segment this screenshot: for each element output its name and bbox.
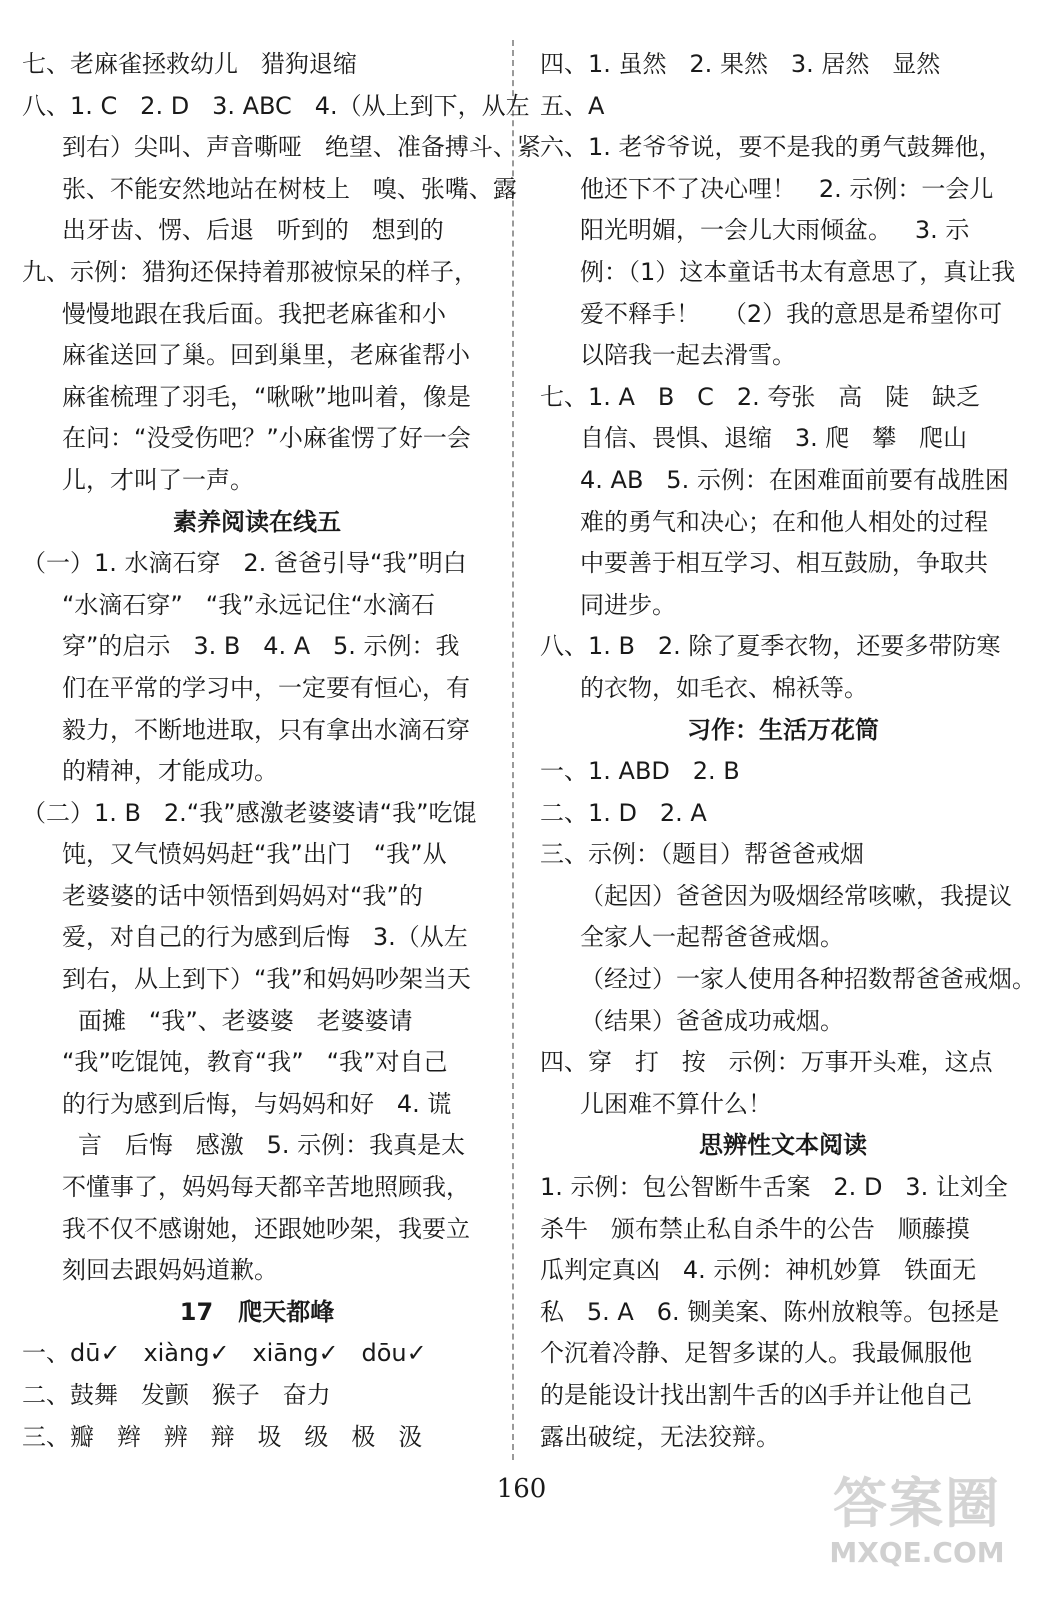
answer-line: 一、1. ABD 2. B [540, 757, 740, 786]
answer-line: 他还下不了决心哩！ 2. 示例：一会儿 [580, 174, 994, 203]
answer-line: 同进步。 [580, 590, 676, 619]
column-divider [512, 40, 514, 1460]
answer-line: 儿，才叫了一声。 [62, 465, 254, 494]
answer-line: 例：（1）这本童话书太有意思了，真让我 [580, 257, 1016, 286]
answer-line: 毅力，不断地进取，只有拿出水滴石穿 [62, 715, 470, 744]
answer-line: 麻雀梳理了羽毛，“啾啾”地叫着，像是 [62, 382, 471, 411]
watermark-logo: 答案圈 [833, 1472, 1001, 1535]
answer-line: 们在平常的学习中，一定要有恒心，有 [62, 673, 470, 702]
answer-line: 五、A [540, 91, 605, 120]
answer-line: 的精神，才能成功。 [62, 757, 278, 786]
answer-line: 到右）尖叫、声音嘶哑 绝望、准备搏斗、紧 [62, 133, 541, 162]
answer-line: 的衣物，如毛衣、棉袄等。 [580, 673, 868, 702]
answer-line: “我”吃馄饨，教育“我” “我”对自己 [62, 1048, 448, 1077]
answer-line: 个沉着冷静、足智多谋的人。我最佩服他 [540, 1339, 972, 1368]
answer-line: 九、示例：猎狗还保持着那被惊呆的样子， [22, 257, 478, 286]
answer-line: 慢慢地跟在我后面。我把老麻雀和小 [62, 299, 446, 328]
answer-line: 爱不释手！ （2）我的意思是希望你可 [580, 299, 1003, 328]
answer-line: 七、1. A B C 2. 夸张 高 陡 缺乏 [540, 382, 981, 411]
answer-line: 我不仅不感谢她，还跟她吵架，我要立 [62, 1214, 470, 1243]
answer-line: 言 后悔 感激 5. 示例：我真是太 [78, 1131, 466, 1160]
answer-line: 三、瓣 辫 辨 辩 圾 级 极 汲 [22, 1422, 423, 1451]
answer-line: 不懂事了，妈妈每天都辛苦地照顾我， [62, 1173, 470, 1202]
lesson-heading: 17 爬天都峰 [179, 1297, 335, 1326]
answer-line: 露出破绽，无法狡辩。 [540, 1422, 780, 1451]
answer-line: 刻回去跟妈妈道歉。 [62, 1256, 278, 1285]
answer-line: 老婆婆的话中领悟到妈妈对“我”的 [62, 881, 423, 910]
answer-line: 的是能设计找出割牛舌的凶手并让他自己 [540, 1381, 972, 1409]
right-column [540, 44, 1036, 1458]
answer-line: 八、1. B 2. 除了夏季衣物，还要多带防寒 [540, 632, 1001, 661]
answer-line: （起因）爸爸因为吸烟经常咳嗽，我提议 [580, 881, 1012, 910]
answer-line: 到右，从上到下）“我”和妈妈吵架当天 [62, 965, 471, 994]
answer-line: 二、鼓舞 发颤 猴子 奋力 [22, 1381, 331, 1409]
answer-line: 爱，对自己的行为感到后悔 3.（从左 [62, 923, 468, 952]
answer-line: 全家人一起帮爸爸戒烟。 [580, 923, 844, 952]
watermark-url: MXQE.COM [829, 1536, 1005, 1569]
answer-line: 三、示例：（题目）帮爸爸戒烟 [540, 840, 864, 869]
answer-line: 七、老麻雀拯救幼儿 猎狗退缩 [22, 50, 357, 78]
page-number: 160 [496, 1474, 547, 1504]
answer-line: 穿”的启示 3. B 4. A 5. 示例：我 [62, 632, 460, 661]
answer-line: 私 5. A 6. 铡美案、陈州放粮等。包拯是 [540, 1297, 1000, 1326]
answer-line: 出牙齿、愣、后退 听到的 想到的 [62, 216, 444, 245]
answer-line: （结果）爸爸成功戒烟。 [580, 1006, 844, 1035]
watermark [817, 1472, 1017, 1582]
answer-line: （二）1. B 2.“我”感激老婆婆请“我”吃馄 [22, 798, 477, 827]
answer-line: 四、穿 打 按 示例：万事开头难，这点 [540, 1048, 993, 1077]
answer-line: （一）1. 水滴石穿 2. 爸爸引导“我”明白 [22, 549, 467, 578]
answer-line: 瓜判定真凶 4. 示例：神机妙算 铁面无 [540, 1256, 977, 1285]
answer-line: 六、1. 老爷爷说，要不是我的勇气鼓舞他， [540, 133, 1003, 162]
answer-line: 自信、畏惧、退缩 3. 爬 攀 爬山 [580, 424, 968, 453]
answer-line: 面摊 “我”、老婆婆 老婆婆请 [78, 1006, 413, 1035]
answer-line: 杀牛 颁布禁止私自杀牛的公告 顺藤摸 [540, 1214, 970, 1243]
answer-line: 饨，又气愤妈妈赶“我”出门 “我”从 [62, 840, 447, 869]
answer-line: 八、1. C 2. D 3. ABC 4.（从上到下，从左 [22, 91, 530, 120]
answer-line: 麻雀送回了巢。回到巢里，老麻雀帮小 [62, 341, 470, 370]
answer-line: 的行为感到后悔，与妈妈和好 4. 谎 [62, 1089, 452, 1118]
section-heading: 素养阅读在线五 [173, 507, 341, 536]
answer-line: 4. AB 5. 示例：在困难面前要有战胜困 [580, 465, 1009, 494]
answer-line: 四、1. 虽然 2. 果然 3. 居然 显然 [540, 50, 941, 78]
answer-line: 在问：“没受伤吧？”小麻雀愣了好一会 [62, 424, 471, 453]
answer-line: 以陪我一起去滑雪。 [580, 341, 796, 370]
answer-line: 难的勇气和决心；在和他人相处的过程 [580, 507, 988, 536]
section-heading: 习作：生活万花筒 [687, 715, 879, 744]
answer-line: 中要善于相互学习、相互鼓励，争取共 [580, 549, 988, 578]
answer-line: 1. 示例：包公智断牛舌案 2. D 3. 让刘全 [540, 1173, 1008, 1202]
answer-line: 二、1. D 2. A [540, 798, 707, 827]
answer-line: 张、不能安然地站在树枝上 嗅、张嘴、露 [62, 174, 517, 203]
answer-line: 一、dū✓ xiàng✓ xiāng✓ dōu✓ [22, 1339, 427, 1368]
section-heading: 思辨性文本阅读 [699, 1131, 867, 1160]
answer-line: “水滴石穿” “我”永远记住“水滴石 [62, 590, 436, 619]
answer-line: 阳光明媚，一会儿大雨倾盆。 3. 示 [580, 216, 970, 245]
answer-line: 儿困难不算什么！ [580, 1089, 772, 1118]
answer-line: （经过）一家人使用各种招数帮爸爸戒烟。 [580, 965, 1036, 994]
left-column [22, 44, 541, 1458]
